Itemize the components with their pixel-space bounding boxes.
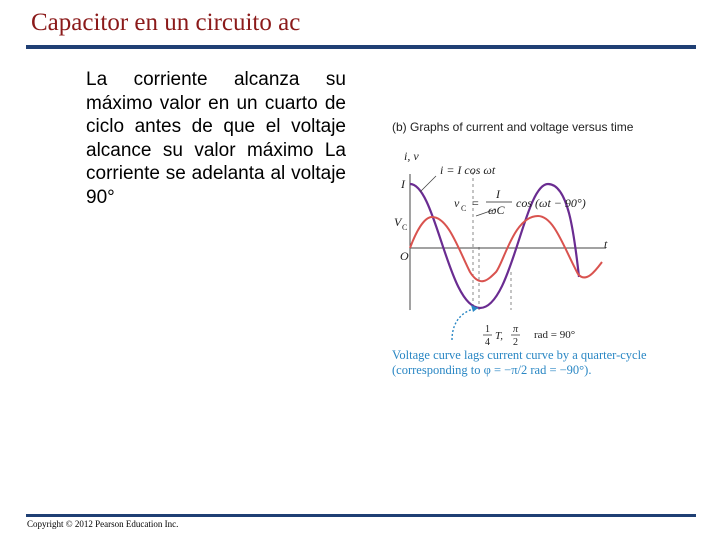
tick-rad: rad = 90°	[534, 329, 576, 341]
title-divider	[26, 45, 696, 49]
voltage-eq-rhs: cos (ωt − 90°)	[516, 196, 586, 210]
label-origin: O	[400, 249, 409, 263]
tick-pi-den: 2	[513, 337, 518, 348]
figure-graph	[388, 112, 688, 352]
label-Vc-sub: C	[402, 223, 408, 232]
voltage-curve	[410, 216, 602, 281]
body-text: La corriente alcanza su máximo valor en un cuarto de ciclo antes de que el voltaje alcance su valor máximo La corriente se adelanta al voltaje 90°	[86, 69, 346, 208]
current-equation: i = I cos ωt	[440, 163, 496, 177]
footer-divider	[26, 514, 696, 517]
figure-caption: Voltage curve lags current curve by a quarter-cycle (corresponding to φ = −π/2 rad = −90°).	[392, 348, 647, 377]
voltage-eq-denominator: ωC	[488, 203, 505, 217]
voltage-eq-equals: =	[472, 196, 479, 210]
tick-quarter-T: T,	[495, 330, 504, 342]
axis-label-t: t	[604, 237, 608, 251]
label-I: I	[401, 177, 405, 191]
figure-title: (b) Graphs of current and voltage versus time	[392, 120, 634, 134]
tick-quarter-den: 4	[485, 337, 490, 348]
current-voltage-figure	[388, 112, 688, 387]
voltage-eq-numerator: I	[496, 187, 500, 201]
lag-arrow	[452, 308, 478, 340]
slide-title: Capacitor en un circuito ac	[31, 9, 301, 36]
axis-label-y: i, v	[404, 149, 419, 163]
voltage-eq-lhs: v	[454, 196, 460, 210]
current-leader	[420, 176, 436, 192]
copyright-notice: Copyright © 2012 Pearson Education Inc.	[27, 519, 179, 529]
voltage-eq-lhs-sub: C	[461, 204, 467, 213]
label-Vc: V	[394, 215, 402, 229]
tick-quarter-num: 1	[485, 324, 490, 335]
tick-pi-num: π	[513, 324, 519, 335]
